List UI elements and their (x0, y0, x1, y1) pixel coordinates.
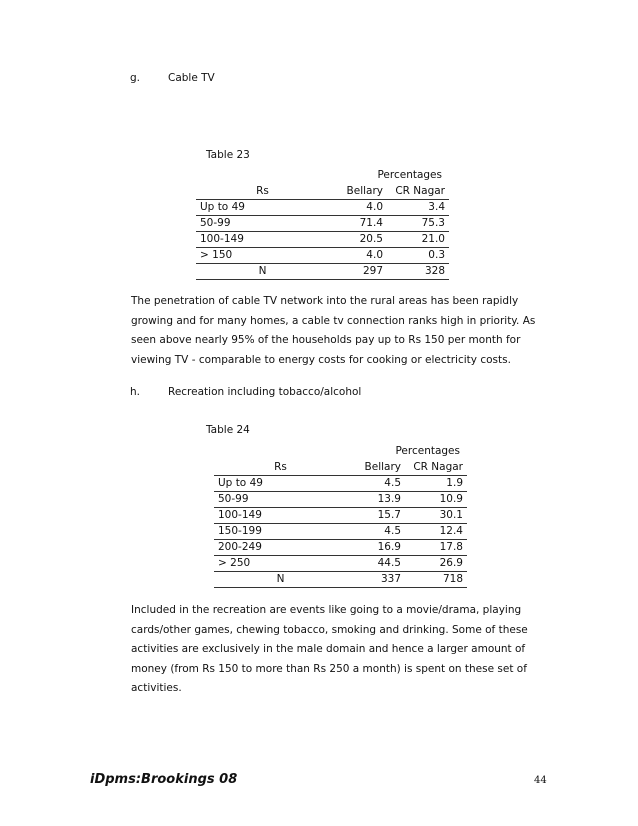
table-23-header-bellary: Bellary (329, 184, 387, 200)
table-total-crnagar: 718 (405, 572, 467, 588)
table-cell-crnagar: 3.4 (387, 200, 449, 216)
table-cell-bellary: 4.5 (347, 524, 405, 540)
table-cell-range: 200-249 (214, 540, 347, 556)
table-cell-bellary: 20.5 (329, 232, 387, 248)
table-cell-bellary: 4.0 (329, 248, 387, 264)
table-row (214, 476, 467, 492)
table-cell-range: > 250 (214, 556, 347, 572)
table-cell-range: 150-199 (214, 524, 347, 540)
table-24-header-rs: Rs (214, 460, 347, 476)
table-cell-crnagar: 75.3 (387, 216, 449, 232)
table-cell-crnagar: 30.1 (405, 508, 467, 524)
table-24-header-bellary: Bellary (347, 460, 405, 476)
table-cell-crnagar: 17.8 (405, 540, 467, 556)
section-g-title: Cable TV (168, 72, 215, 84)
table-total-crnagar: 328 (387, 264, 449, 280)
table-23-units: Percentages (377, 169, 442, 181)
table-23-header-crnagar: CR Nagar (387, 184, 449, 200)
table-total-bellary: 297 (329, 264, 387, 280)
table-total-label: N (196, 264, 329, 280)
table-total-row (214, 572, 467, 588)
table-24-units: Percentages (395, 445, 460, 457)
table-cell-range: > 150 (196, 248, 329, 264)
table-cell-range: 100-149 (214, 508, 347, 524)
table-row (214, 540, 467, 556)
table-cell-crnagar: 0.3 (387, 248, 449, 264)
table-cell-range: 50-99 (214, 492, 347, 508)
table-cell-range: 100-149 (196, 232, 329, 248)
table-row (196, 216, 449, 232)
table-row (214, 524, 467, 540)
table-row (214, 556, 467, 572)
table-cell-bellary: 71.4 (329, 216, 387, 232)
table-24-caption: Table 24 (206, 424, 250, 436)
table-total-label: N (214, 572, 347, 588)
table-24-header-row (214, 460, 467, 476)
table-cell-range: 50-99 (196, 216, 329, 232)
table-cell-crnagar: 21.0 (387, 232, 449, 248)
table-row (196, 248, 449, 264)
paragraph-cable-tv: The penetration of cable TV network into the rural areas has been rapidly growing and for many homes, a cable tv connection ranks high in priority. As seen above nearly 95% of the households pay up to Rs 150 per month for viewing TV - comparable to energy costs for cooking or electricity costs. (131, 295, 536, 366)
table-cell-range: Up to 49 (214, 476, 347, 492)
page-number: 44 (534, 775, 547, 786)
table-23 (196, 184, 449, 280)
table-23-header-rs: Rs (196, 184, 329, 200)
table-cell-range: Up to 49 (196, 200, 329, 216)
section-g-letter: g. (130, 72, 141, 84)
table-row (196, 232, 449, 248)
table-row (214, 492, 467, 508)
table-row (196, 200, 449, 216)
table-cell-bellary: 4.0 (329, 200, 387, 216)
section-h-heading (130, 386, 361, 398)
table-total-row (196, 264, 449, 280)
section-h-title: Recreation including tobacco/alcohol (168, 386, 362, 398)
paragraph-recreation: Included in the recreation are events like going to a movie/drama, playing cards/other games, chewing tobacco, smoking and drinking. Some of these activities are exclusively in the male domain and hence a larger amount of money (from Rs 150 to more than Rs 250 a month) is spent on these set of activities. (131, 604, 528, 694)
table-total-bellary: 337 (347, 572, 405, 588)
table-cell-crnagar: 12.4 (405, 524, 467, 540)
table-24-header-crnagar: CR Nagar (405, 460, 467, 476)
table-cell-bellary: 13.9 (347, 492, 405, 508)
table-row (214, 508, 467, 524)
section-g-heading (130, 72, 215, 84)
table-cell-bellary: 44.5 (347, 556, 405, 572)
table-23-caption: Table 23 (206, 149, 250, 161)
table-23-header-row (196, 184, 449, 200)
table-cell-bellary: 4.5 (347, 476, 405, 492)
section-h-letter: h. (130, 386, 140, 398)
table-cell-crnagar: 1.9 (405, 476, 467, 492)
footer-title: iDpms:Brookings 08 (90, 772, 238, 787)
table-cell-bellary: 16.9 (347, 540, 405, 556)
table-24 (214, 460, 467, 588)
table-cell-crnagar: 10.9 (405, 492, 467, 508)
table-cell-bellary: 15.7 (347, 508, 405, 524)
table-cell-crnagar: 26.9 (405, 556, 467, 572)
